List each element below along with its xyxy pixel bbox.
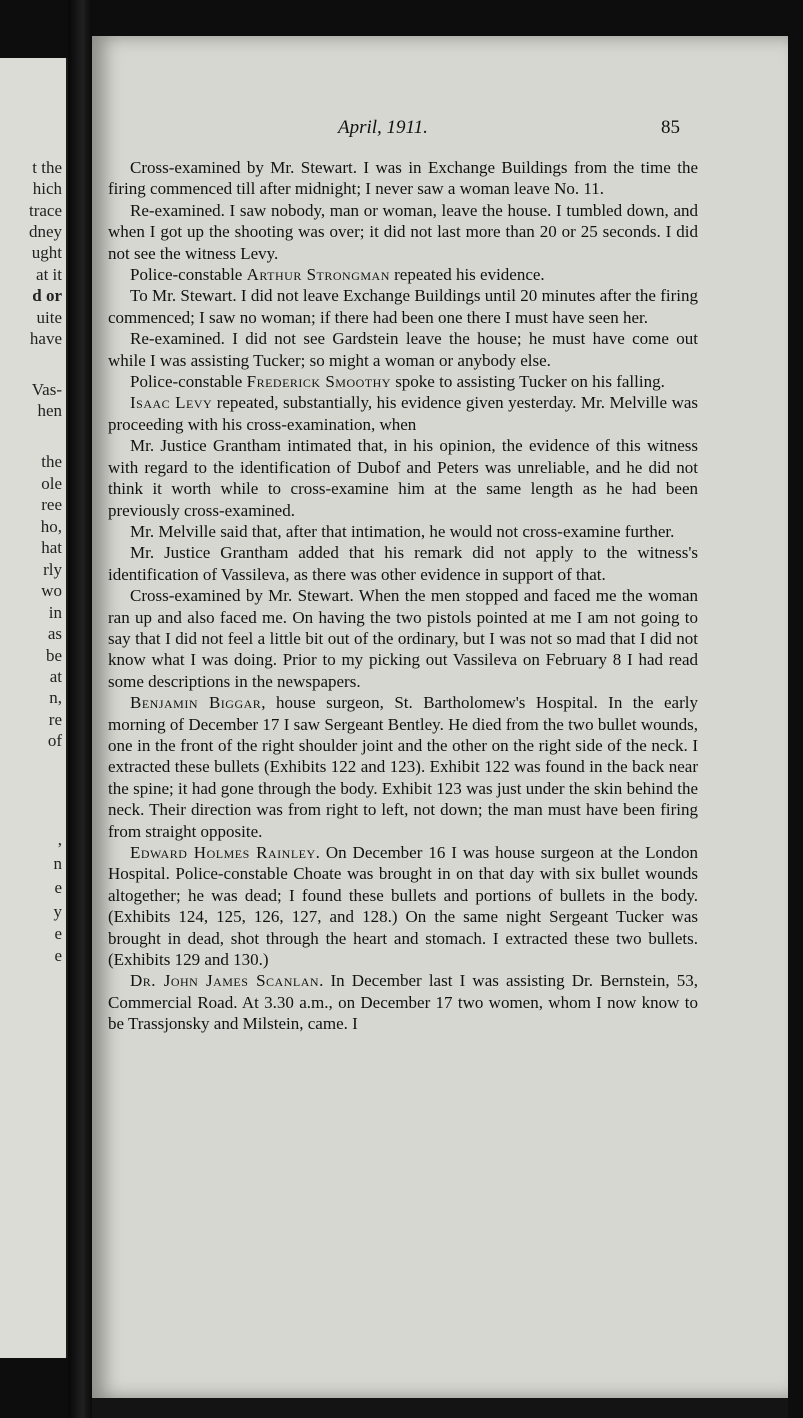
page-number: 85 [661,117,680,138]
left-page-fragment: rly [43,560,62,579]
page-bottom-shadow [92,1398,788,1418]
witness-name: Frederick Smoothy [246,372,391,392]
left-page-fragment: , [57,830,62,849]
witness-name: Edward Holmes Rainley [130,843,316,862]
left-page-fragment: e [54,946,62,965]
paragraph: Mr. Justice Grantham added that his remark did not apply to the witness's identification of Vassileva, as there was other evidence in support of that. [108,543,698,584]
left-page-fragment: e [54,878,62,897]
paragraph: Police-constable Arthur Strongman repeated his evidence. [130,265,545,285]
paragraph: Mr. Melville said that, after that intimation, he would not cross-examine further. [130,521,675,541]
left-page-fragment: Vas- [31,380,62,399]
paragraph: Edward Holmes Rainley. On December 16 I was house surgeon at the London Hospital. Police-constable Choate was brought in on that day with six bullet wounds altogether; he was dead; I found these bullets and portions of bullets in the body. (Exhibits 124, 125, 126, 127, and 128.) On the same night Sergeant Tucker was brought in dead, shot through the heart and stomach. I extracted these two bullets. (Exhibits 129 and 130.) [108,843,698,970]
left-page-fragment: n [53,854,62,873]
left-page-fragment: hat [41,538,62,557]
left-page-fragment: ole [41,474,62,493]
facing-left-page [0,58,69,1358]
paragraph: Police-constable Frederick Smoothy spoke to assisting Tucker on his falling. [130,372,665,392]
paragraph: Benjamin Biggar, house surgeon, St. Bartholomew's Hospital. In the early morning of December 17 I saw Sergeant Bentley. He died from the two bullet wounds, one in the front of the right shoulder joint and the other on the right side of the neck. I extracted these bullets (Exhibits 122 and 123). Exhibit 122 was found in the back near the spine; it had gone through the body. Exhibit 123 was just under the skin behind the neck. Their direction was from right to left, not down; the man must have been firing from straight opposite. [108,693,698,841]
paragraph: Isaac Levy repeated, substantially, his evidence given yesterday. Mr. Melville was proceeding with his cross-examination, when [108,393,699,434]
left-page-fragment: the [41,452,62,471]
left-page-fragment: have [29,329,62,348]
left-page-fragment: n, [49,688,62,707]
paragraph: Cross-examined by Mr. Stewart. When the men stopped and faced me the woman ran up and also faced me. On having the two pistols pointed at me I am not going to say that I did not feel a little bit out of the ordinary, but I was not so mad that I did not know what I was doing. Prior to my picking out Vassileva on February 8 I had read some descriptions in the newspapers. [108,586,698,691]
left-page-fragment: y [53,902,62,921]
paragraph: Dr. John James Scanlan. In December last I was assisting Dr. Bernstein, 53, Commercial Road. At 3.30 a.m., on December 17 two women, whom I now know to be Trassjonsky and Milstein, came. I [108,971,698,1034]
witness-name: Benjamin Biggar [130,693,262,713]
left-page-fragment: of [47,731,62,750]
left-page-fragment: re [48,710,62,729]
left-page-fragment: e [54,924,62,943]
left-page-fragment: ree [41,495,62,514]
paragraph: Re-examined. I saw nobody, man or woman, leave the house. I tumbled down, and when I got up the shooting was over; it did not last more than 20 or 25 seconds. I did not see the witness Levy. [108,200,698,263]
left-page-fragment: wo [41,581,62,600]
left-page-fragment: trace [28,201,62,220]
book-spine-gutter [68,0,92,1418]
left-page-fragment: ught [31,243,62,262]
paragraph: Mr. Justice Grantham intimated that, in his opinion, the evidence of this witness with regard to the identification of Dubof and Peters was unreliable, and he did not think it worth while to cross-examine him at the same length as he had been previously cross-examined. [108,436,698,520]
left-page-fragment: t the [32,158,62,177]
left-page-fragment: d or [32,286,62,305]
left-page-fragment: in [48,603,62,622]
left-page-fragment: at it [36,265,62,284]
witness-name: Dr. John James Scanlan [130,971,320,991]
paragraph: Re-examined. I did not see Gardstein leave the house; he must have come out while I was assisting Tucker; so might a woman or anybody else. [108,329,698,370]
body-text [108,157,698,1035]
left-page-fragment: uite [36,308,62,327]
left-page-fragment: as [47,624,62,643]
left-page-fragment: at [49,667,62,686]
witness-name: Arthur Strongman [246,265,390,285]
left-page-fragment: ho, [40,517,62,536]
paragraph: To Mr. Stewart. I did not leave Exchange Buildings until 20 minutes after the firing commenced; I saw no woman; if there had been one there I must have seen her. [108,286,698,327]
witness-name: Isaac Levy [130,393,213,413]
left-page-fragment: dney [28,222,62,241]
paragraph: Cross-examined by Mr. Stewart. I was in Exchange Buildings from the time the firing commenced till after midnight; I never saw a woman leave No. 11. [108,158,698,199]
left-page-fragment: hich [32,179,62,198]
running-title: April, 1911. [338,117,428,138]
left-page-fragment: hen [37,401,62,420]
left-page-fragment: be [45,646,62,665]
